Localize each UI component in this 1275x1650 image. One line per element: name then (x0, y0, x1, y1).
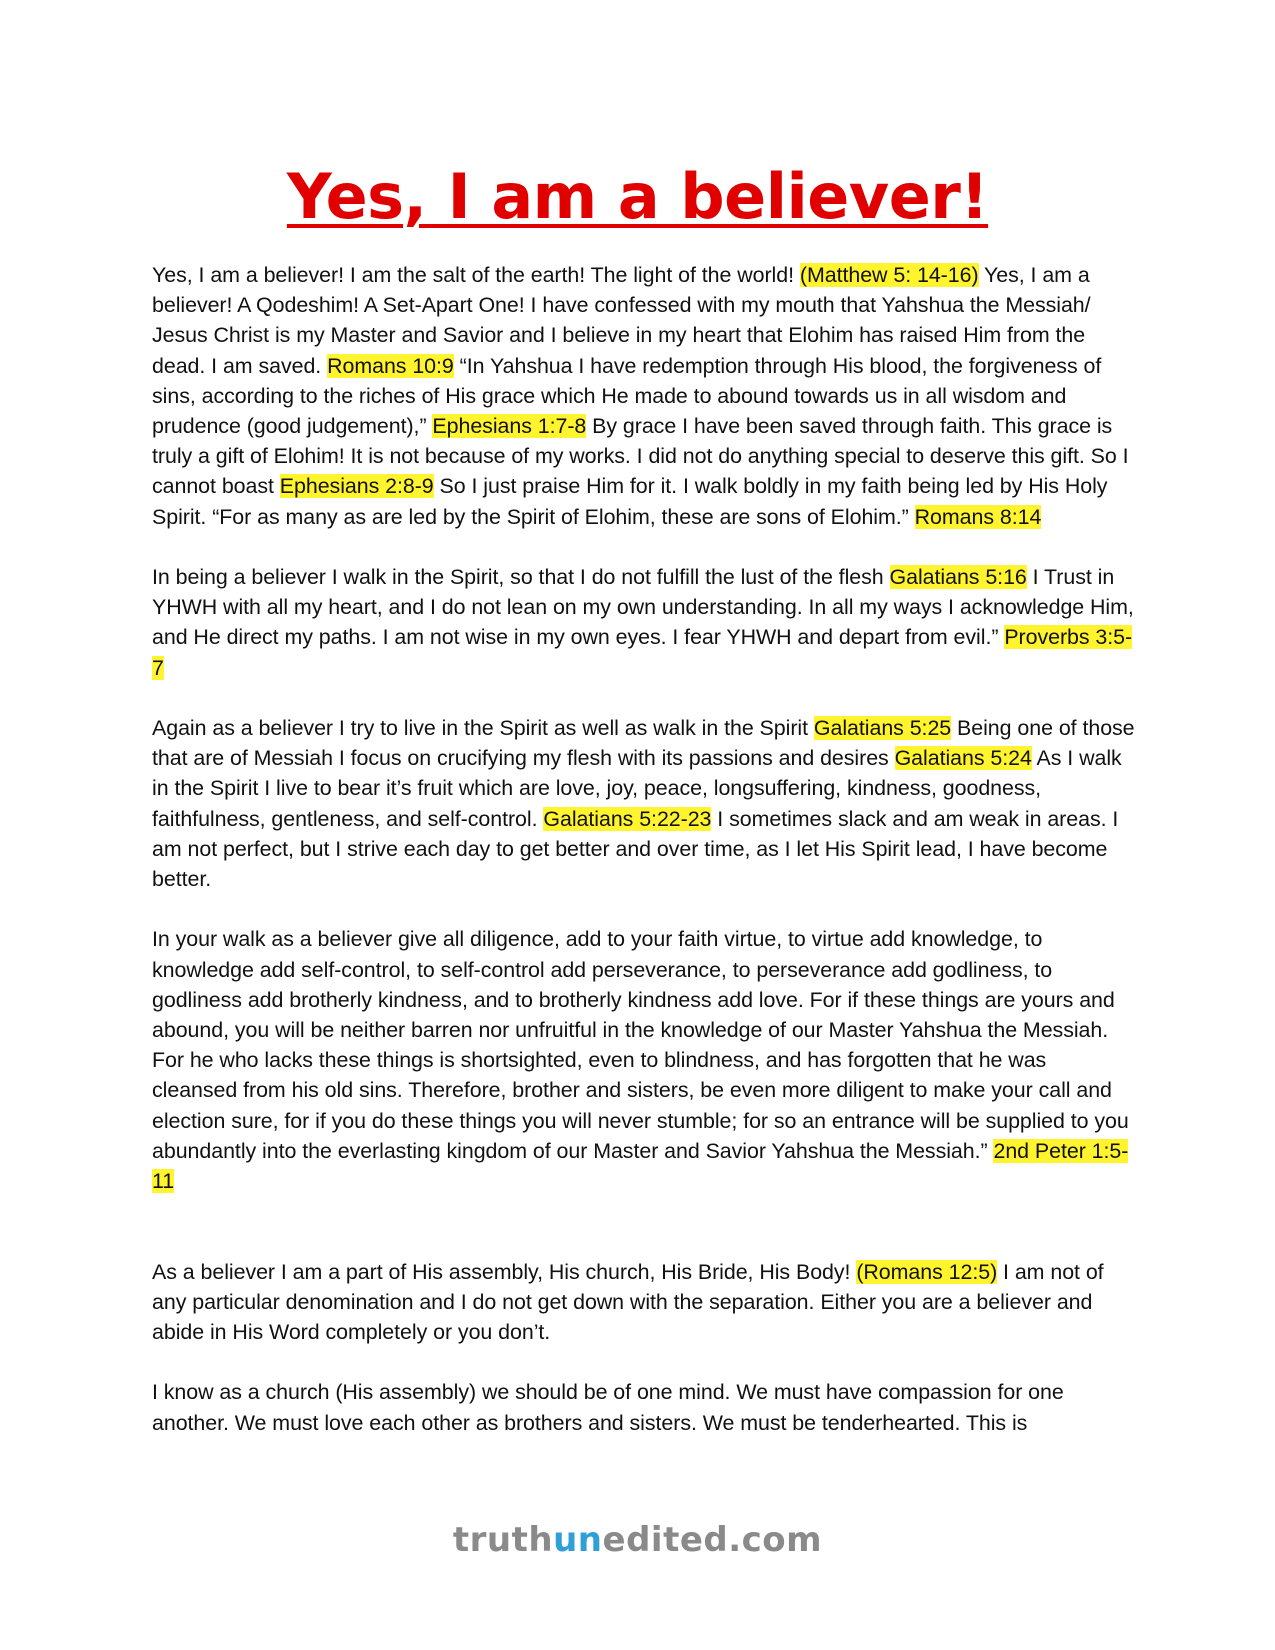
paragraph-1 (152, 260, 1137, 532)
scripture-reference: Proverbs 3:5-7 (152, 625, 1133, 680)
paragraph-text: In being a believer I walk in the Spirit, so that I do not fulfill the lust of the flesh (152, 565, 890, 590)
paragraph-text: Again as a believer I try to live in the Spirit as well as walk in the Spirit (152, 716, 814, 741)
paragraph-6 (152, 1377, 1137, 1437)
paragraph-text: In your walk as a believer give all diligence, add to your faith virtue, to virtue add knowledge, to knowledge add self-control, to self-control add perseverance, to perseverance add godliness, to godliness add brotherly kindness, and to brotherly kindness add love. For if these things are yours and abound, you will be neither barren nor unfruitful in the knowledge of our Master Yahshua the Messiah. For he who lacks these things is shortsighted, even to blindness, and has forgotten that he was cleansed from his old sins. Therefore, brother and sisters, be even more diligent to make your call and election sure, for if you do these things you will never stumble; for so an entrance will be supplied to you abundantly into the everlasting kingdom of our Master and Savior Yahshua the Messiah.” (152, 927, 1129, 1163)
paragraph-4 (152, 924, 1137, 1196)
paragraph-text: By grace I have been saved through faith. This grace is truly a gift of Elohim! It is not because of my works. I did not do anything special to deserve this gift. So I cannot boast (152, 414, 1129, 499)
scripture-reference: (Romans 12:5) (856, 1259, 998, 1284)
scripture-reference: Romans 8:14 (914, 504, 1042, 529)
paragraph-text: Yes, I am a believer! I am the salt of the earth! The light of the world! (152, 263, 800, 287)
paragraph-text: Yes, I am a believer! A Qodeshim! A Set-Apart One! I have confessed with my mouth that Yahshua the Messiah/ Jesus Christ is my Master and Savior and I believe in my heart that Elohim has raised Him from the dead. I am saved. (152, 263, 1091, 378)
paragraph-text: I am not of any particular denomination and I do not get down with the separation. Either you are a believer and abide in His Word completely or you don’t. (152, 1259, 1104, 1345)
paragraph-text: I sometimes slack and am weak in areas. I am not perfect, but I strive each day to get better and over time, as I let His Spirit lead, I have become better. (152, 806, 1119, 892)
footer-suffix: edited.com (602, 1520, 823, 1560)
scripture-reference: Ephesians 2:8-9 (279, 474, 434, 499)
document-body (152, 260, 1137, 1438)
paragraph-spacer (152, 1196, 1137, 1256)
paragraph-3 (152, 713, 1137, 894)
paragraph-text: I Trust in YHWH with all my heart, and I do not lean on my own understanding. In all my ways I acknowledge Him, and He direct my paths. I am not wise in my own eyes. I fear YHWH and depart from evil.” (152, 565, 1134, 650)
footer-accent: un (553, 1520, 603, 1560)
paragraph-text: Being one of those that are of Messiah I focus on crucifying my flesh with its passions and desires (152, 716, 1135, 771)
scripture-reference: Galatians 5:16 (889, 565, 1027, 590)
paragraph-5 (152, 1257, 1137, 1348)
paragraph-text: As I walk in the Spirit I live to bear it’s fruit which are love, joy, peace, longsuffering, kindness, goodness, faithfulness, gentleness, and self-control. (152, 746, 1122, 831)
scripture-reference: Galatians 5:24 (894, 746, 1032, 771)
scripture-reference: Galatians 5:22-23 (543, 806, 712, 831)
scripture-reference: Romans 10:9 (327, 353, 454, 378)
page-title: Yes, I am a believer! (286, 160, 989, 233)
paragraph-2 (152, 562, 1137, 683)
paragraph-spacer (152, 683, 1137, 713)
paragraph-text: As a believer I am a part of His assembly, His church, His Bride, His Body! (152, 1259, 857, 1284)
scripture-reference: (Matthew 5: 14-16) (799, 263, 979, 287)
footer-website-logo (0, 1520, 1275, 1560)
paragraph-text: I know as a church (His assembly) we should be of one mind. We must have compassion for one another. We must love each other as brothers and sisters. We must be tenderhearted. This is (152, 1380, 1064, 1435)
footer-prefix: truth (452, 1520, 554, 1560)
paragraph-spacer (152, 894, 1137, 924)
paragraph-spacer (152, 532, 1137, 562)
scripture-reference: 2nd Peter 1:5-11 (152, 1138, 1129, 1194)
scripture-reference: Ephesians 1:7-8 (432, 414, 587, 439)
scripture-reference: Galatians 5:25 (813, 716, 952, 741)
paragraph-spacer (152, 1347, 1137, 1377)
paragraph-text: So I just praise Him for it. I walk boldly in my faith being led by His Holy Spirit. “For as many as are led by the Spirit of Elohim, these are sons of Elohim.” (152, 474, 1108, 529)
paragraph-text: “In Yahshua I have redemption through His blood, the forgiveness of sins, according to the riches of His grace which He made to abound towards us in all wisdom and prudence (good judgement),” (152, 353, 1102, 439)
